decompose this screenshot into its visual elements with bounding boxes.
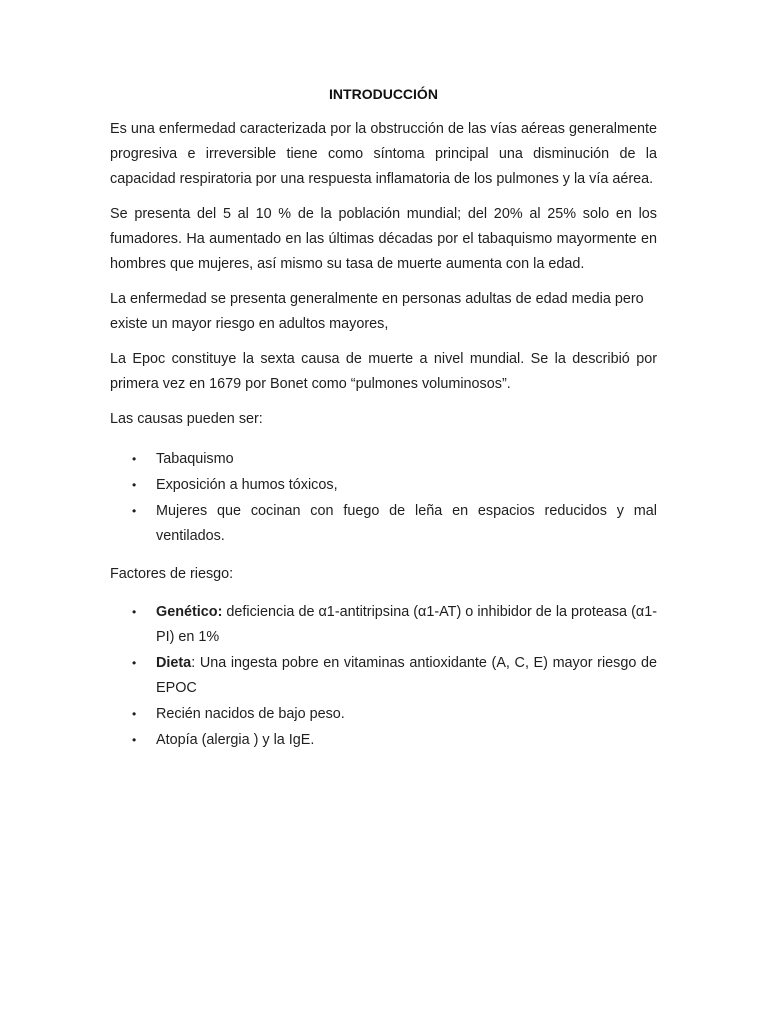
- causes-list: [110, 447, 657, 549]
- bullet-icon: •: [132, 478, 137, 492]
- list-item: [110, 702, 657, 727]
- factor-text: Atopía (alergia ) y la IgE.: [156, 732, 315, 748]
- list-item: [110, 651, 657, 701]
- page-title: INTRODUCCIÓN: [329, 86, 438, 102]
- cause-text: Mujeres que cocinan con fuego de leña en espacios reducidos y mal ventilados.: [156, 503, 657, 544]
- list-item: [110, 447, 657, 472]
- bullet-icon: •: [132, 733, 137, 747]
- intro-paragraph-3: La enfermedad se presenta generalmente en personas adultas de edad media pero existe un mayor riesgo en adultos mayores,: [110, 291, 644, 332]
- factor-term: Dieta: [156, 655, 192, 671]
- list-item: [110, 499, 657, 549]
- factors-heading: Factores de riesgo:: [110, 566, 234, 582]
- cause-text: Tabaquismo: [156, 451, 234, 467]
- list-item: [110, 728, 657, 753]
- bullet-icon: •: [132, 504, 137, 518]
- factor-text: : Una ingesta pobre en vitaminas antioxidante (A, C, E) mayor riesgo de EPOC: [156, 655, 657, 696]
- document-content: [110, 84, 657, 754]
- cause-text: Exposición a humos tóxicos,: [156, 477, 338, 493]
- intro-paragraph-4: La Epoc constituye la sexta causa de muerte a nivel mundial. Se la describió por primera vez en 1679 por Bonet como “pulmones voluminosos”.: [110, 351, 657, 392]
- factor-text: deficiencia de α1-antitripsina (α1-AT) o inhibidor de la proteasa (α1-PI) en 1%: [156, 604, 657, 645]
- list-item: [110, 473, 657, 498]
- bullet-icon: •: [132, 452, 137, 466]
- factor-text: Recién nacidos de bajo peso.: [156, 706, 345, 722]
- bullet-icon: •: [132, 707, 137, 721]
- intro-paragraph-1: Es una enfermedad caracterizada por la obstrucción de las vías aéreas generalmente progresiva e irreversible tiene como síntoma principal una disminución de la capacidad respiratoria por una respuesta inflamatoria de los pulmones y la vía aérea.: [110, 121, 657, 187]
- causes-heading: Las causas pueden ser:: [110, 411, 263, 427]
- bullet-icon: •: [132, 656, 137, 670]
- factor-term: Genético:: [156, 604, 223, 620]
- list-item: [110, 600, 657, 650]
- risk-factors-list: [110, 600, 657, 753]
- intro-paragraph-2: Se presenta del 5 al 10 % de la población mundial; del 20% al 25% solo en los fumadores. Ha aumentado en las últimas décadas por el tabaquismo mayormente en hombres que mujeres, así mismo su tasa de muerte aumenta con la edad.: [110, 206, 657, 272]
- bullet-icon: •: [132, 605, 137, 619]
